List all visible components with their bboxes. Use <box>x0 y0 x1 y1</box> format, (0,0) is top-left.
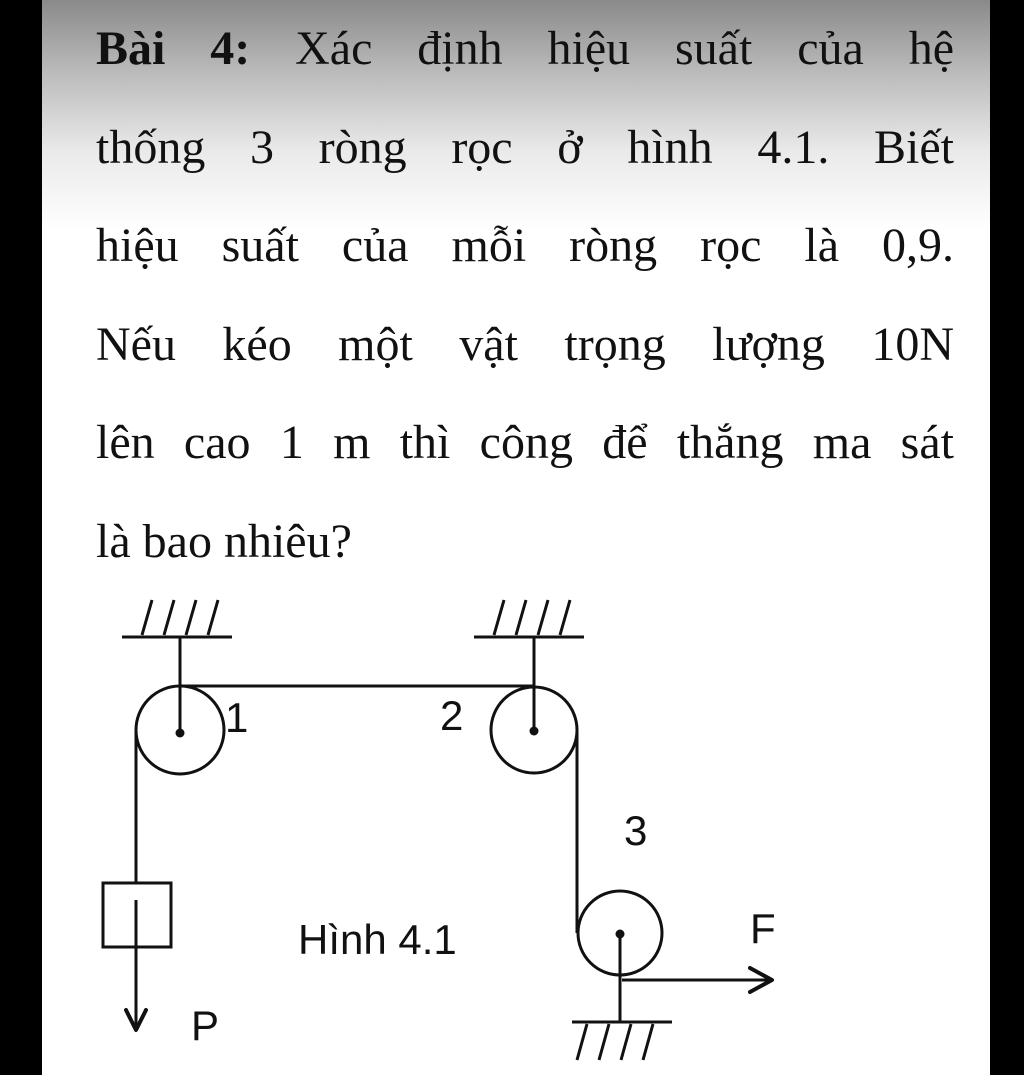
pulley-label-1: 1 <box>225 694 249 741</box>
problem-line-6: là bao nhiêu? <box>96 514 352 568</box>
problem-line-3: hiệu suất của mỗi ròng rọc là 0,9. <box>96 219 954 272</box>
problem-statement <box>96 0 954 591</box>
figure-caption: Hình 4.1 <box>298 916 457 963</box>
problem-line-1: Bài 4: Xác định hiệu suất của hệ <box>96 22 955 75</box>
weight-label: P <box>191 1002 220 1049</box>
pulley-diagram <box>42 570 990 1075</box>
pulley-label-3: 3 <box>624 807 648 854</box>
problem-label: Bài 4: <box>96 22 251 75</box>
ceiling-mount-1 <box>122 600 232 730</box>
floor-mount <box>572 1022 672 1060</box>
problem-line-2: thống 3 ròng rọc ở hình 4.1. Biết <box>96 120 954 174</box>
force-label: F <box>750 905 776 952</box>
ceiling-mount-2 <box>474 600 584 730</box>
document-page <box>42 0 990 1075</box>
rope <box>136 686 577 933</box>
problem-line-5: lên cao 1 m thì công để thắng ma sát <box>96 416 954 469</box>
pulley-figure <box>42 570 990 1075</box>
problem-line-4: Nếu kéo một vật trọng lượng 10N <box>96 317 954 371</box>
pulley-label-2: 2 <box>440 692 464 739</box>
